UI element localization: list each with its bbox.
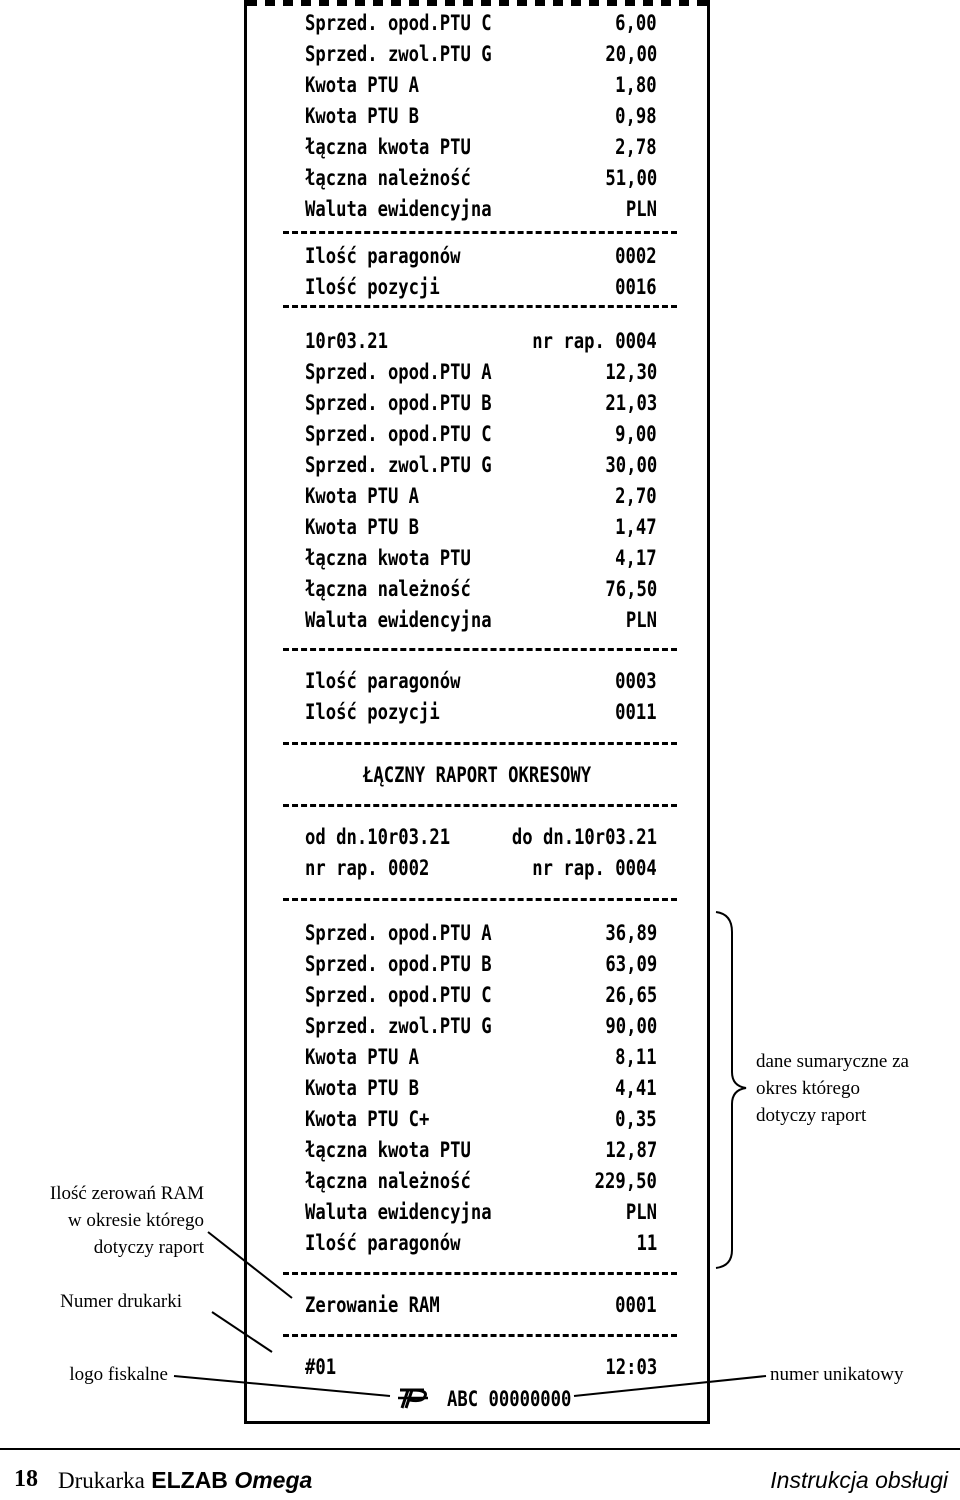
receipt-row-value: 8,11 [615,1045,657,1069]
receipt-row-label: Sprzed. opod.PTU C [305,983,492,1007]
receipt-row-value: 0002 [615,244,657,268]
annotation-line: dane sumaryczne za [756,1051,909,1072]
receipt-row-value: 30,00 [605,453,657,477]
receipt-row-label: łączna kwota PTU [305,1138,471,1162]
receipt-row-value: 4,17 [615,546,657,570]
receipt-row-label: Sprzed. opod.PTU C [305,11,492,35]
receipt-row-value: 9,00 [615,422,657,446]
receipt-row-label: Waluta ewidencyjna [305,1200,492,1224]
receipt-row-value: 0,98 [615,104,657,128]
receipt-row-value: 0003 [615,669,657,693]
receipt-row-value: 6,00 [615,11,657,35]
receipt-row-value: 2,70 [615,484,657,508]
receipt-row-label: nr rap. 0002 [305,856,430,880]
receipt-row-value: 12,87 [605,1138,657,1162]
receipt-row-label: Sprzed. opod.PTU A [305,360,492,384]
receipt-row-value: 1,80 [615,73,657,97]
receipt-row-label: Kwota PTU A [305,1045,420,1069]
receipt-row-label: Ilość pozycji [305,700,440,724]
receipt-row-label: Kwota PTU A [305,73,420,97]
model-name: Omega [234,1467,313,1493]
annotation-line: Ilość zerowań RAM [49,1183,204,1204]
receipt-row-label: Ilość paragonów [305,1231,461,1255]
receipt-row-value: 12,30 [605,360,657,384]
receipt-row-label: Sprzed. opod.PTU A [305,921,492,945]
fiscal-unique-number: ABC 00000000 [447,1387,572,1411]
receipt-row-label: Sprzed. opod.PTU C [305,422,492,446]
receipt-row-value: 36,89 [605,921,657,945]
receipt-row-label: Waluta ewidencyjna [305,197,492,221]
receipt-row-label: Sprzed. zwol.PTU G [305,1014,492,1038]
summary-brace [716,912,746,1268]
receipt-row-value: 0016 [615,275,657,299]
receipt-row-label: Ilość paragonów [305,244,461,268]
receipt-row-value: nr rap. 0004 [532,856,657,880]
receipt-row-value: 26,65 [605,983,657,1007]
receipt-row-value: PLN [625,197,657,221]
footer-rule [0,1448,960,1450]
receipt-row-label: 10r03.21 [305,329,388,353]
receipt-row-label: Kwota PTU B [305,104,420,128]
annotation-printer-number: Numer drukarki [60,1291,182,1312]
page-number: 18 [14,1466,38,1492]
receipt-row-value: 2,78 [615,135,657,159]
receipt-row-label: łączna należność [305,577,471,601]
unique-pointer-line [574,1376,766,1396]
receipt-row-label: Kwota PTU B [305,515,420,539]
summary-report-title-text: ŁĄCZNY RAPORT OKRESOWY [362,763,592,787]
receipt-row-value: 51,00 [605,166,657,190]
printer-pointer-line [212,1312,272,1352]
ram-pointer-line [208,1232,292,1298]
receipt-row-value: 4,41 [615,1076,657,1100]
receipt-row-label: łączna należność [305,1169,471,1193]
receipt-row-label: Ilość pozycji [305,275,440,299]
receipt-ram-reset-value: 0001 [615,1293,657,1317]
annotation-line: dotyczy raport [93,1237,204,1258]
annotation-unique-number: numer unikatowy [770,1364,904,1385]
annotation-fiscal-logo: logo fiskalne [69,1364,168,1385]
receipt-row-label: od dn.10r03.21 [305,825,451,849]
receipt-row-value: 11 [636,1231,657,1255]
receipt-row-label: Sprzed. zwol.PTU G [305,42,492,66]
brand-name: ELZAB [151,1467,228,1493]
fiscal-logo-icon [398,1390,428,1408]
receipt-row-value: 21,03 [605,391,657,415]
receipt-row-label: łączna należność [305,166,471,190]
receipt-row-value: 1,47 [615,515,657,539]
receipt-row-label: Waluta ewidencyjna [305,608,492,632]
annotation-line: okres którego [756,1078,860,1099]
receipt-row-label: Sprzed. opod.PTU B [305,391,492,415]
receipt-row-value: 20,00 [605,42,657,66]
receipt-row-value: PLN [625,1200,657,1224]
receipt-row-label: Sprzed. zwol.PTU G [305,453,492,477]
receipt-row-label: Kwota PTU A [305,484,420,508]
manual-title: Instrukcja obsługi [770,1467,948,1493]
receipt-printer-row-value: 12:03 [605,1355,657,1379]
receipt-row-label: Ilość paragonów [305,669,461,693]
receipt-row-value: 0011 [615,700,657,724]
receipt-row-value: 76,50 [605,577,657,601]
receipt-printer-row-label: #01 [305,1355,337,1379]
receipt-row-value: 90,00 [605,1014,657,1038]
annotation-line: w okresie którego [67,1210,204,1231]
receipt-row-label: Kwota PTU B [305,1076,420,1100]
receipt-row-label: Sprzed. opod.PTU B [305,952,492,976]
page-footer [14,1466,948,1500]
receipt-ram-reset-label: Zerowanie RAM [305,1293,440,1317]
annotation-line: dotyczy raport [756,1105,867,1126]
logo-pointer-line [174,1376,390,1396]
product-prefix: Drukarka [58,1468,145,1493]
receipt-row-value: 0,35 [615,1107,657,1131]
receipt-row-value: do dn.10r03.21 [511,825,657,849]
receipt-row-value: 229,50 [594,1169,657,1193]
receipt-row-label: łączna kwota PTU [305,546,471,570]
receipt-row-label: Kwota PTU C+ [305,1107,430,1131]
receipt-row-value: 63,09 [605,952,657,976]
receipt-row-value: nr rap. 0004 [532,329,657,353]
product-name [58,1467,312,1494]
receipt-row-label: łączna kwota PTU [305,135,471,159]
receipt-row-value: PLN [625,608,657,632]
